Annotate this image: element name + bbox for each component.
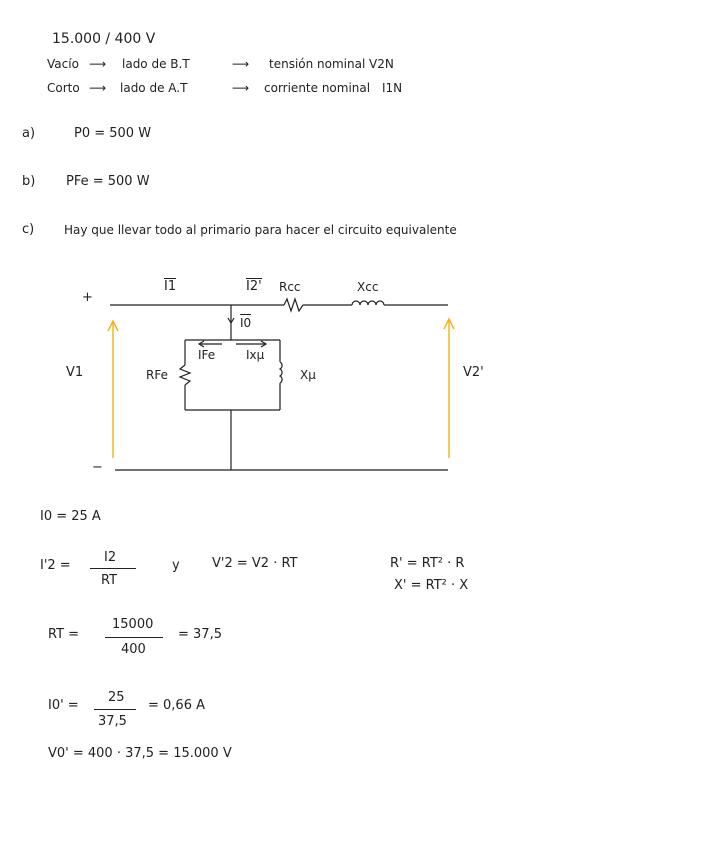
corto-result: corriente nominal [264,81,371,95]
v0p-formula: V0' = 400 · 37,5 = 15.000 V [48,746,232,761]
vacio-result: tensión nominal [269,57,366,71]
and-word: y [172,558,180,573]
i2p-numerator: I2 [104,550,117,565]
rcc-resistor [284,299,303,311]
i1-label: I1 [164,279,177,294]
corto-symbol: I1N [382,81,403,95]
rcc-label: Rcc [279,280,301,294]
plus-sign: + [82,290,93,305]
rfe-label: RFe [146,368,168,382]
xmu-label: Xμ [300,368,316,382]
v2p-formula: V'2 = V2 · RT [212,556,298,571]
vacio-symbol: V2N [369,57,394,71]
rfe-resistor [180,365,190,385]
i0p-formula-lhs: I0' = [48,698,79,713]
ife-label: IFe [198,348,216,362]
arrow-icon: ⟶ [232,81,250,95]
part-c-label: c) [22,222,35,237]
part-a-text: P0 = 500 W [74,126,152,141]
rt-result: = 37,5 [178,627,222,642]
arrow-icon: ⟶ [89,57,107,71]
i2p-formula-lhs: I'2 = [40,558,71,573]
part-a-label: a) [22,126,36,141]
corto-test-name: Corto [47,81,80,95]
i0-label: I0 [240,316,252,330]
part-b-label: b) [22,174,36,189]
rt-formula-lhs: RT = [48,627,80,642]
i0p-result: = 0,66 A [148,698,205,713]
i0-value: I0 = 25 A [40,509,101,524]
minus-sign: − [92,460,103,475]
i2p-denominator: RT [101,573,118,588]
fraction-bar [105,637,163,638]
xmu-inductor [280,362,282,383]
fraction-bar [90,568,136,569]
arrow-icon: ⟶ [232,57,250,71]
imu-label: Ixμ [246,348,265,362]
fraction-bar [94,709,136,710]
vacio-test-name: Vacío [47,57,79,71]
v1-label: V1 [66,365,84,380]
arrow-icon: ⟶ [89,81,107,95]
r-prime-formula: R' = RT² · R [390,556,465,571]
rt-numerator: 15000 [112,617,154,632]
x-prime-formula: X' = RT² · X [394,578,469,593]
corto-side: lado de A.T [120,81,188,95]
v2p-label: V2' [463,365,484,380]
transformer-ratio: 15.000 / 400 V [52,31,156,47]
part-b-text: PFe = 500 W [66,174,150,189]
vacio-side: lado de B.T [122,57,190,71]
i0p-numerator: 25 [108,690,125,705]
rt-denominator: 400 [121,642,146,657]
xcc-label: Xcc [357,280,379,294]
i2p-label: I2' [246,279,262,294]
part-c-text: Hay que llevar todo al primario para hacer el circuito equivalente [64,223,457,237]
xcc-inductor [352,301,384,305]
i0p-denominator: 37,5 [98,714,127,729]
